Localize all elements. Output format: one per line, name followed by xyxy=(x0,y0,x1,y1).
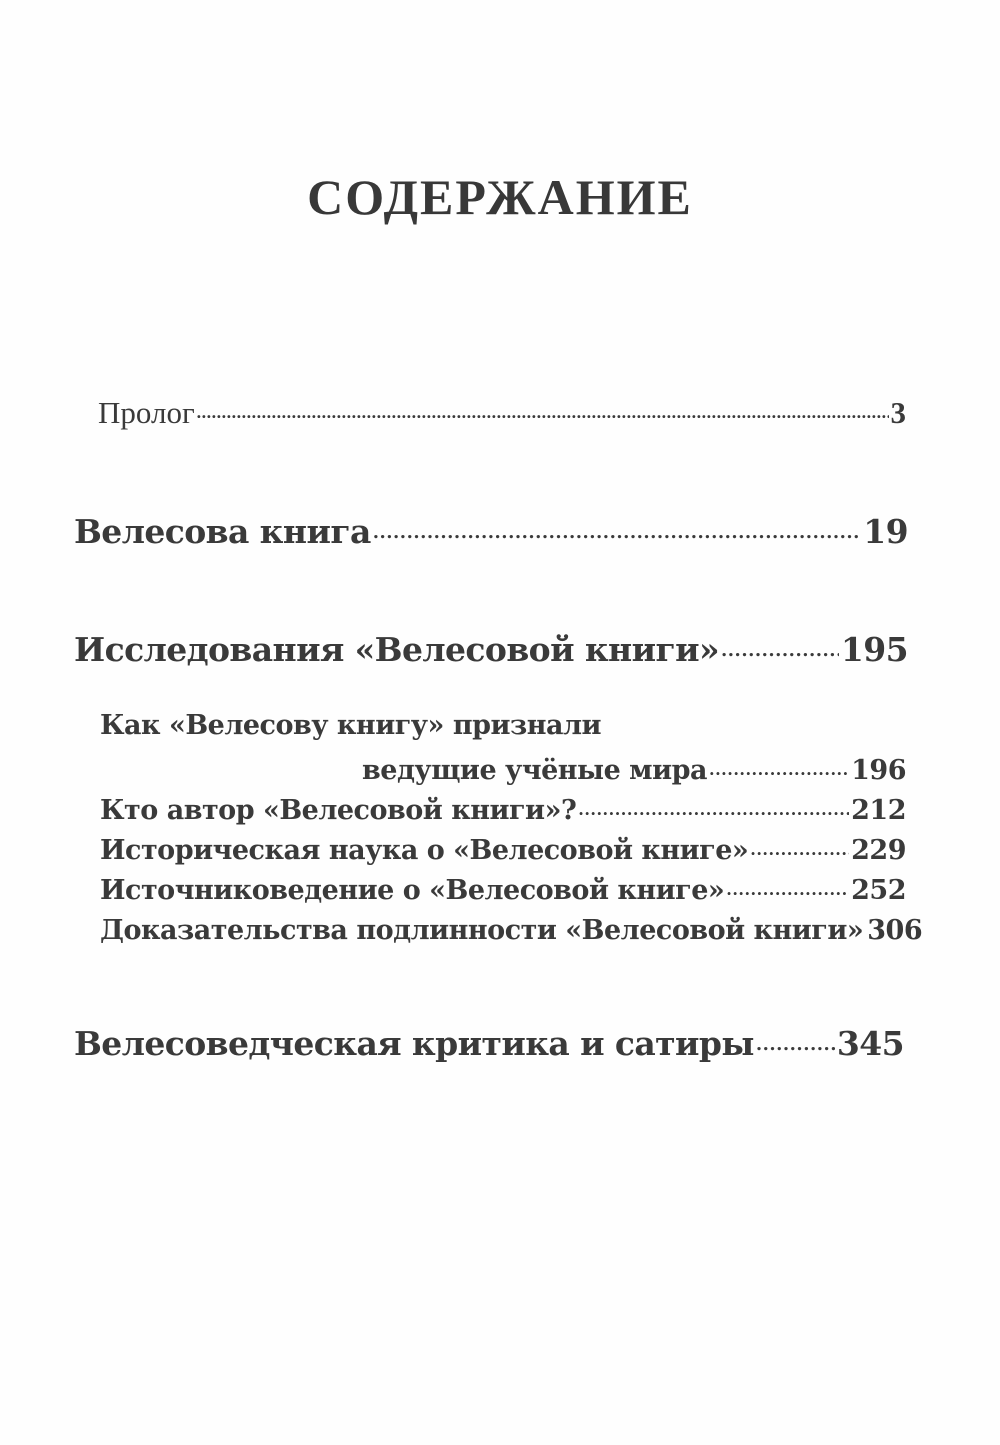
toc-subentry-recognition[interactable] xyxy=(362,752,906,786)
toc-page-number: 195 xyxy=(840,630,908,669)
toc-page-number: 229 xyxy=(851,835,906,866)
toc-entry-veles-book[interactable] xyxy=(74,510,908,551)
dot-leader xyxy=(197,392,889,423)
toc-page-number: 196 xyxy=(851,755,906,786)
toc-subentry-historical-science[interactable] xyxy=(100,832,906,866)
toc-entry-label: Источниковедение о «Велесовой книге» xyxy=(100,875,725,906)
toc-subentry-authenticity-proofs[interactable] xyxy=(100,912,923,946)
toc-entry-label: Историческая наука о «Велесовой книге» xyxy=(100,835,749,866)
toc-page-number: 306 xyxy=(867,915,923,946)
dot-leader xyxy=(750,832,849,859)
toc-entry-label: ведущие учёные мира xyxy=(362,755,708,786)
toc-page-number: 19 xyxy=(863,512,908,551)
toc-entry-critique[interactable] xyxy=(74,1022,904,1063)
dot-leader xyxy=(756,1022,835,1055)
toc-entry-label: Велесова книга xyxy=(74,512,371,551)
toc-entry-label: Доказательства подлинности «Велесовой книги» xyxy=(100,915,864,946)
toc-entry-label: Исследования «Велесовой книги» xyxy=(74,630,720,669)
dot-leader xyxy=(578,792,849,819)
dot-leader xyxy=(726,872,849,899)
dot-leader xyxy=(709,752,849,779)
toc-entry-label: Велесоведческая критика и сатиры xyxy=(74,1024,754,1063)
toc-entry-label: Кто автор «Велесовой книги»? xyxy=(100,795,577,826)
toc-page-number: 252 xyxy=(851,875,906,906)
dot-leader xyxy=(373,510,862,543)
dot-leader xyxy=(721,628,839,661)
toc-page-number: 212 xyxy=(851,795,906,826)
toc-entry-prolog[interactable] xyxy=(98,392,906,431)
toc-page-number: 3 xyxy=(890,395,906,430)
toc-subentry-recognition-line1[interactable]: Как «Велесову книгу» признали xyxy=(100,710,602,741)
toc-entry-label: Пролог xyxy=(98,395,195,430)
toc-entry-research[interactable] xyxy=(74,628,908,669)
toc-page-number: 345 xyxy=(836,1024,904,1063)
toc-subentry-source-studies[interactable] xyxy=(100,872,906,906)
toc-subentry-author[interactable] xyxy=(100,792,906,826)
page-title: СОДЕРЖАНИЕ xyxy=(307,169,693,225)
